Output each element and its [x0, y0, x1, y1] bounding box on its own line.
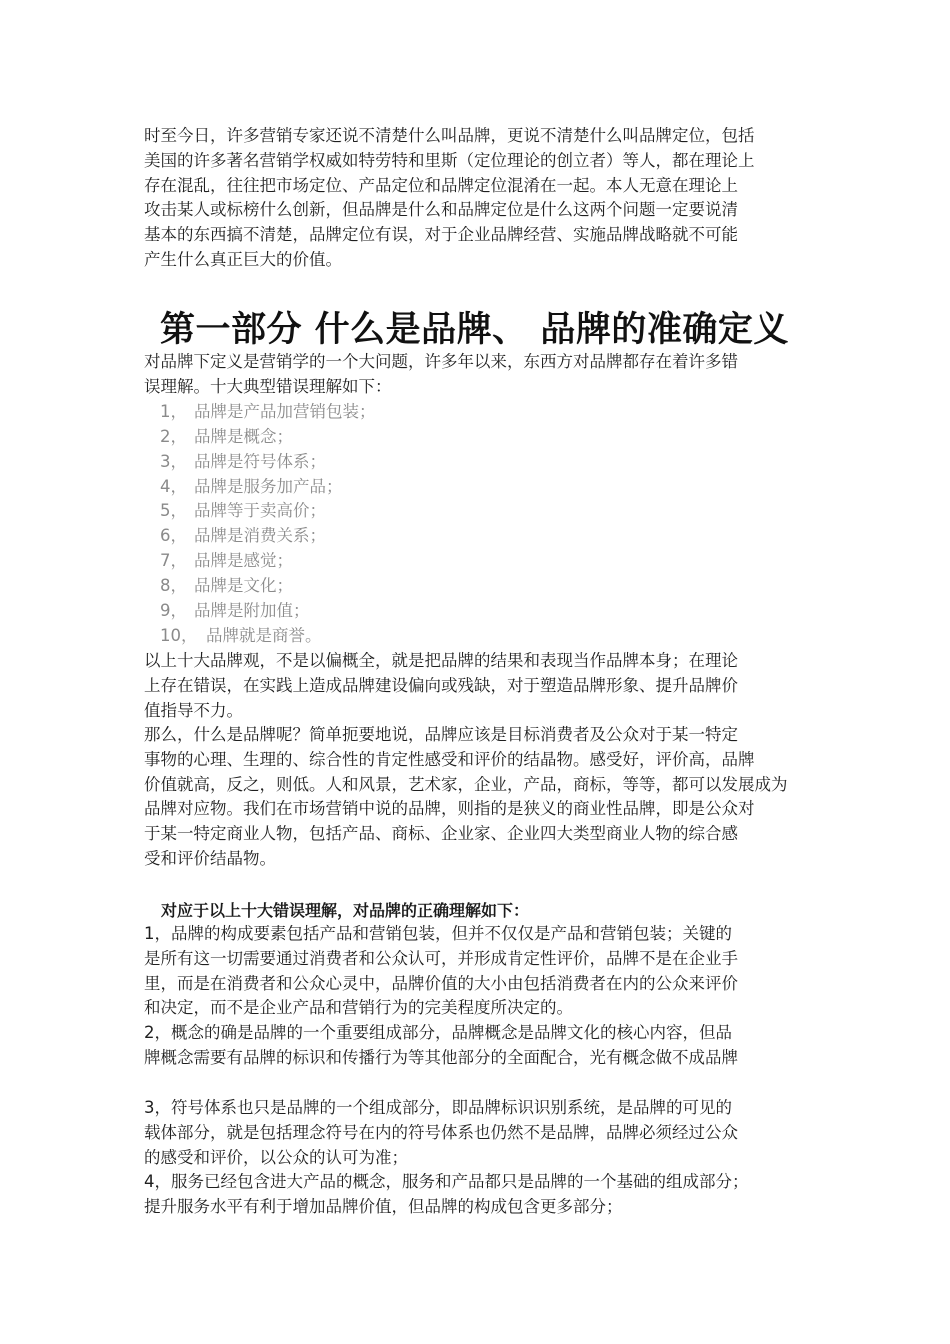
list-item-number: 5，: [160, 501, 187, 521]
text-line: 牌概念需要有品牌的标识和传播行为等其他部分的全面配合，光有概念做不成品牌: [144, 1047, 738, 1067]
text-line: 事物的心理、生理的、综合性的肯定性感受和评价的结晶物。感受好，评价高，品牌: [144, 749, 755, 769]
text-line: 那么，什么是品牌呢？简单扼要地说，品牌应该是目标消费者及公众对于某一特定: [144, 725, 738, 744]
list-item-number: 3，: [160, 451, 187, 471]
text-line: 于某一特定商业人物，包括产品、商标、企业家、企业四大类型商业人物的综合感: [144, 824, 738, 844]
text-line: 攻击某人或标榜什么创新，但品牌是什么和品牌定位是什么这两个问题一定要说清: [144, 200, 738, 220]
list-item: [160, 599, 376, 624]
list-item-number: 7，: [160, 551, 187, 571]
text-line: 3，符号体系也只是品牌的一个组成部分，即品牌标识识别系统，是品牌的可见的: [144, 1098, 732, 1117]
list-item: [160, 475, 376, 500]
correct-understanding-heading: 对应于以上十大错误理解，对品牌的正确理解如下：: [161, 901, 530, 920]
text-line: 价值就高，反之，则低。人和风景，艺术家，企业，产品，商标，等等，都可以发展成为: [144, 774, 788, 794]
text-line: 受和评价结晶物。: [144, 848, 276, 868]
text-line: 上存在错误，在实践上造成品牌建设偏向或残缺，对于塑造品牌形象、提升品牌价: [144, 675, 738, 695]
text-line: 提升服务水平有利于增加品牌价值，但品牌的构成包含更多部分；: [144, 1197, 623, 1217]
text-line: 基本的东西搞不清楚，品牌定位有误，对于企业品牌经营、实施品牌战略就不可能: [144, 225, 738, 245]
list-item-number: 6，: [160, 526, 187, 546]
list-item: [160, 499, 376, 524]
list-item: [160, 450, 376, 475]
section-title: 第一部分 什么是品牌、 品牌的准确定义: [160, 310, 789, 350]
definition-paragraph: [144, 723, 814, 872]
misconceptions-intro-paragraph: [144, 350, 814, 400]
text-line: 品牌对应物。我们在市场营销中说的品牌，则指的是狭义的商业性品牌，即是公众对: [144, 799, 755, 819]
list-item-text: 品牌就是商誉。: [206, 625, 322, 645]
text-line: 是所有这一切需要通过消费者和公众认可，并形成肯定性评价，品牌不是在企业手: [144, 948, 738, 968]
list-item-text: 品牌是产品加营销包装；: [194, 402, 376, 421]
list-item: [160, 425, 376, 450]
text-line: 时至今日，许多营销专家还说不清楚什么叫品牌，更说不清楚什么叫品牌定位，包括: [144, 126, 755, 145]
text-line: 产生什么真正巨大的价值。: [144, 249, 342, 269]
text-line: 对品牌下定义是营销学的一个大问题，许多年以来，东西方对品牌都存在着许多错: [144, 352, 738, 371]
text-line: 2，概念的确是品牌的一个重要组成部分，品牌概念是品牌文化的核心内容，但品: [144, 1023, 732, 1043]
list-item-number: 8，: [160, 575, 187, 595]
text-line: 存在混乱，往往把市场定位、产品定位和品牌定位混淆在一起。本人无意在理论上: [144, 175, 738, 195]
misconceptions-list: [160, 400, 376, 648]
text-line: 值指导不力。: [144, 700, 243, 720]
list-item: [160, 549, 376, 574]
text-line: 里，而是在消费者和公众心灵中，品牌价值的大小由包括消费者在内的公众来评价: [144, 973, 738, 993]
list-item-text: 品牌是文化；: [194, 575, 293, 595]
list-item-text: 品牌等于卖高价；: [194, 501, 326, 521]
list-item-number: 4，: [160, 476, 187, 496]
intro-paragraph: [144, 124, 814, 273]
text-line: 误理解。十大典型错误理解如下：: [144, 376, 392, 396]
list-item-number: 10，: [160, 625, 198, 645]
list-item-number: 1，: [160, 402, 187, 421]
list-item-number: 9，: [160, 600, 187, 620]
list-item-text: 品牌是附加值；: [194, 600, 310, 620]
list-item: [160, 624, 376, 649]
text-line: 以上十大品牌观，不是以偏概全，就是把品牌的结果和表现当作品牌本身；在理论: [144, 651, 738, 670]
text-line: 美国的许多著名营销学权威如特劳特和里斯（定位理论的创立者）等人，都在理论上: [144, 150, 755, 170]
list-item-number: 2，: [160, 426, 187, 446]
correct-understanding-paragraph: [144, 922, 814, 1071]
summary-paragraph: [144, 649, 814, 723]
text-line: 1，品牌的构成要素包括产品和营销包装，但并不仅仅是产品和营销包装；关键的: [144, 924, 732, 943]
list-item: [160, 574, 376, 599]
list-item-text: 品牌是概念；: [194, 426, 293, 446]
list-item-text: 品牌是符号体系；: [194, 451, 326, 471]
correct-understanding-paragraph: [144, 1096, 814, 1220]
list-item-text: 品牌是消费关系；: [194, 526, 326, 546]
text-line: 和决定，而不是企业产品和营销行为的完美程度所决定的。: [144, 998, 573, 1018]
list-item-text: 品牌是服务加产品；: [194, 476, 343, 496]
list-item-text: 品牌是感觉；: [194, 551, 293, 571]
text-line: 载体部分，就是包括理念符号在内的符号体系也仍然不是品牌，品牌必须经过公众: [144, 1122, 738, 1142]
text-line: 4，服务已经包含进大产品的概念，服务和产品都只是品牌的一个基础的组成部分；: [144, 1172, 749, 1192]
list-item: [160, 400, 376, 425]
list-item: [160, 524, 376, 549]
text-line: 的感受和评价，以公众的认可为准；: [144, 1147, 408, 1167]
